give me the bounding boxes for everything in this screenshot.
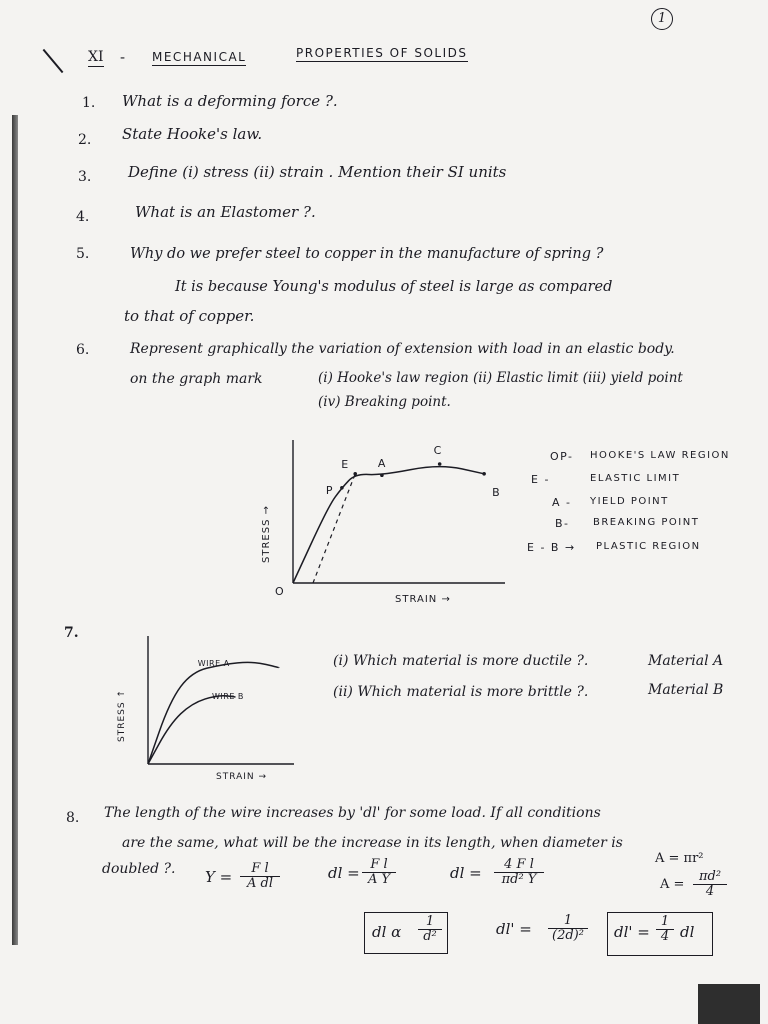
y-axis-label: STRESS ↑ [117, 689, 127, 742]
q4-number: 4. [76, 209, 90, 225]
page-number: 1 [657, 11, 667, 26]
q8-area2-lhs: A = [660, 877, 685, 892]
q8-boxed1-den: d² [423, 929, 437, 945]
q8-dl2-den: πd² Y [501, 872, 537, 888]
q2-text: State Hooke's law. [122, 125, 263, 143]
legend-value-b: BREAKING POINT [593, 517, 700, 528]
q1-text: What is a deforming force ?. [122, 92, 338, 110]
legend-key-b: B- [555, 517, 570, 530]
scan-shadow [698, 984, 760, 1024]
legend-value-eb: PLASTIC REGION [596, 541, 701, 552]
q8-line2: are the same, what will be the increase in its length, when diameter is [122, 835, 623, 851]
q7-number: 7. [64, 625, 79, 641]
wire-b-curve [148, 696, 236, 764]
unloading-dashed-line [313, 474, 355, 583]
point-a-marker [380, 473, 384, 477]
q8-dlp-fraction [548, 914, 588, 944]
q8-y-fraction [240, 862, 280, 892]
q8-y-den: A dl [247, 876, 273, 892]
q7-ii-question: (ii) Which material is more brittle ?. [333, 684, 589, 700]
origin-label: O [275, 585, 284, 598]
header-title-mechanical: MECHANICAL [152, 50, 247, 64]
q8-dl2-num: 4 F l [494, 858, 544, 873]
point-label-e: E [341, 457, 349, 471]
header-dash: - [120, 48, 126, 66]
q8-dl-den: A Y [367, 872, 391, 888]
point-label-b: B [492, 485, 500, 499]
q4-text: What is an Elastomer ?. [135, 203, 316, 221]
q5-text: Why do we prefer steel to copper in the manufacture of spring ? [130, 246, 604, 262]
q8-boxed2-rhs: dl [680, 923, 695, 941]
x-axis-label: STRAIN → [216, 772, 268, 782]
q8-boxed1-num: 1 [418, 915, 442, 930]
point-label-p: P [325, 483, 333, 497]
q8-area1: A = πr² [655, 851, 704, 866]
stress-strain-curve [293, 467, 484, 583]
q8-boxed2-den: 4 [660, 929, 670, 945]
x-axis-label: STRAIN → [395, 594, 451, 605]
header-class: XI [88, 49, 104, 65]
wire-a-curve [148, 662, 279, 764]
q8-dl-fraction [362, 858, 396, 888]
point-label-c: C [433, 444, 442, 457]
y-axis-label: STRESS → [261, 505, 272, 563]
legend-value-a: YIELD POINT [590, 496, 669, 507]
q8-area2-den: 4 [705, 884, 715, 900]
q6-cont-line1: on the graph mark [130, 371, 263, 387]
q8-area2-fraction [693, 870, 727, 900]
q8-dl-num: F l [362, 858, 396, 873]
q5-answer-line1: It is because Young's modulus of steel is large as compared [175, 279, 613, 295]
legend-key-a: A - [552, 496, 572, 509]
q8-text: The length of the wire increases by 'dl' for some load. If all conditions [104, 805, 601, 821]
point-c-marker [438, 462, 442, 466]
q8-dl2-fraction [494, 858, 544, 888]
q8-dlp-den: (2d)² [552, 928, 584, 944]
q6-number: 6. [76, 342, 90, 358]
q8-boxed2-lhs: dl' = [614, 923, 650, 941]
q8-line3: doubled ?. [102, 861, 176, 877]
header-title-properties: PROPERTIES OF SOLIDS [296, 46, 468, 60]
q8-number: 8. [66, 810, 80, 826]
q6-cont-line2: (iv) Breaking point. [318, 394, 451, 410]
q8-dl-lhs: dl = [328, 864, 360, 882]
q8-y-lhs: Y = [205, 868, 233, 886]
q3-number: 3. [78, 169, 92, 185]
legend-key-op: OP- [550, 450, 574, 463]
q6-text: Represent graphically the variation of extension with load in an elastic body. [130, 341, 675, 357]
q2-number: 2. [78, 132, 92, 148]
q8-boxed1-fraction [418, 915, 442, 945]
point-b-marker [482, 472, 486, 476]
q7-ii-answer: Material B [648, 682, 724, 698]
q8-boxed2-num: 1 [656, 915, 674, 930]
q7-i-question: (i) Which material is more ductile ?. [333, 653, 589, 669]
wire-stress-strain-graph [108, 628, 298, 788]
q8-dlp-lhs: dl' = [496, 920, 532, 938]
q3-text: Define (i) stress (ii) strain . Mention their SI units [128, 163, 507, 181]
q6-cont-items: (i) Hooke's law region (ii) Elastic limit (iii) yield point [318, 370, 683, 386]
header-slash [43, 49, 64, 73]
q5-number: 5. [76, 246, 90, 262]
legend-value-op: HOOKE'S LAW REGION [590, 450, 730, 461]
wire-b-label: WIRE B [212, 691, 244, 701]
stress-strain-graph [260, 430, 520, 610]
point-p-marker [340, 486, 344, 490]
point-e-marker [353, 472, 357, 476]
legend-key-eb: E - B → [527, 541, 576, 554]
q8-dl2-lhs: dl = [450, 864, 482, 882]
wire-a-label: WIRE A [197, 658, 230, 668]
q8-boxed2-fraction [656, 915, 674, 945]
q5-answer-line2: to that of copper. [124, 307, 255, 325]
legend-key-e: E - [531, 473, 550, 486]
q8-y-num: F l [240, 862, 280, 877]
page-number-circle [651, 8, 673, 30]
legend-value-e: ELASTIC LIMIT [590, 473, 681, 484]
binding-edge [12, 115, 18, 945]
q1-number: 1. [82, 95, 96, 111]
q8-area2-num: πd² [693, 870, 727, 885]
q7-i-answer: Material A [648, 653, 724, 669]
point-label-a: A [377, 457, 386, 471]
q8-boxed1-lhs: dl α [372, 923, 402, 941]
q8-dlp-num: 1 [548, 914, 588, 929]
